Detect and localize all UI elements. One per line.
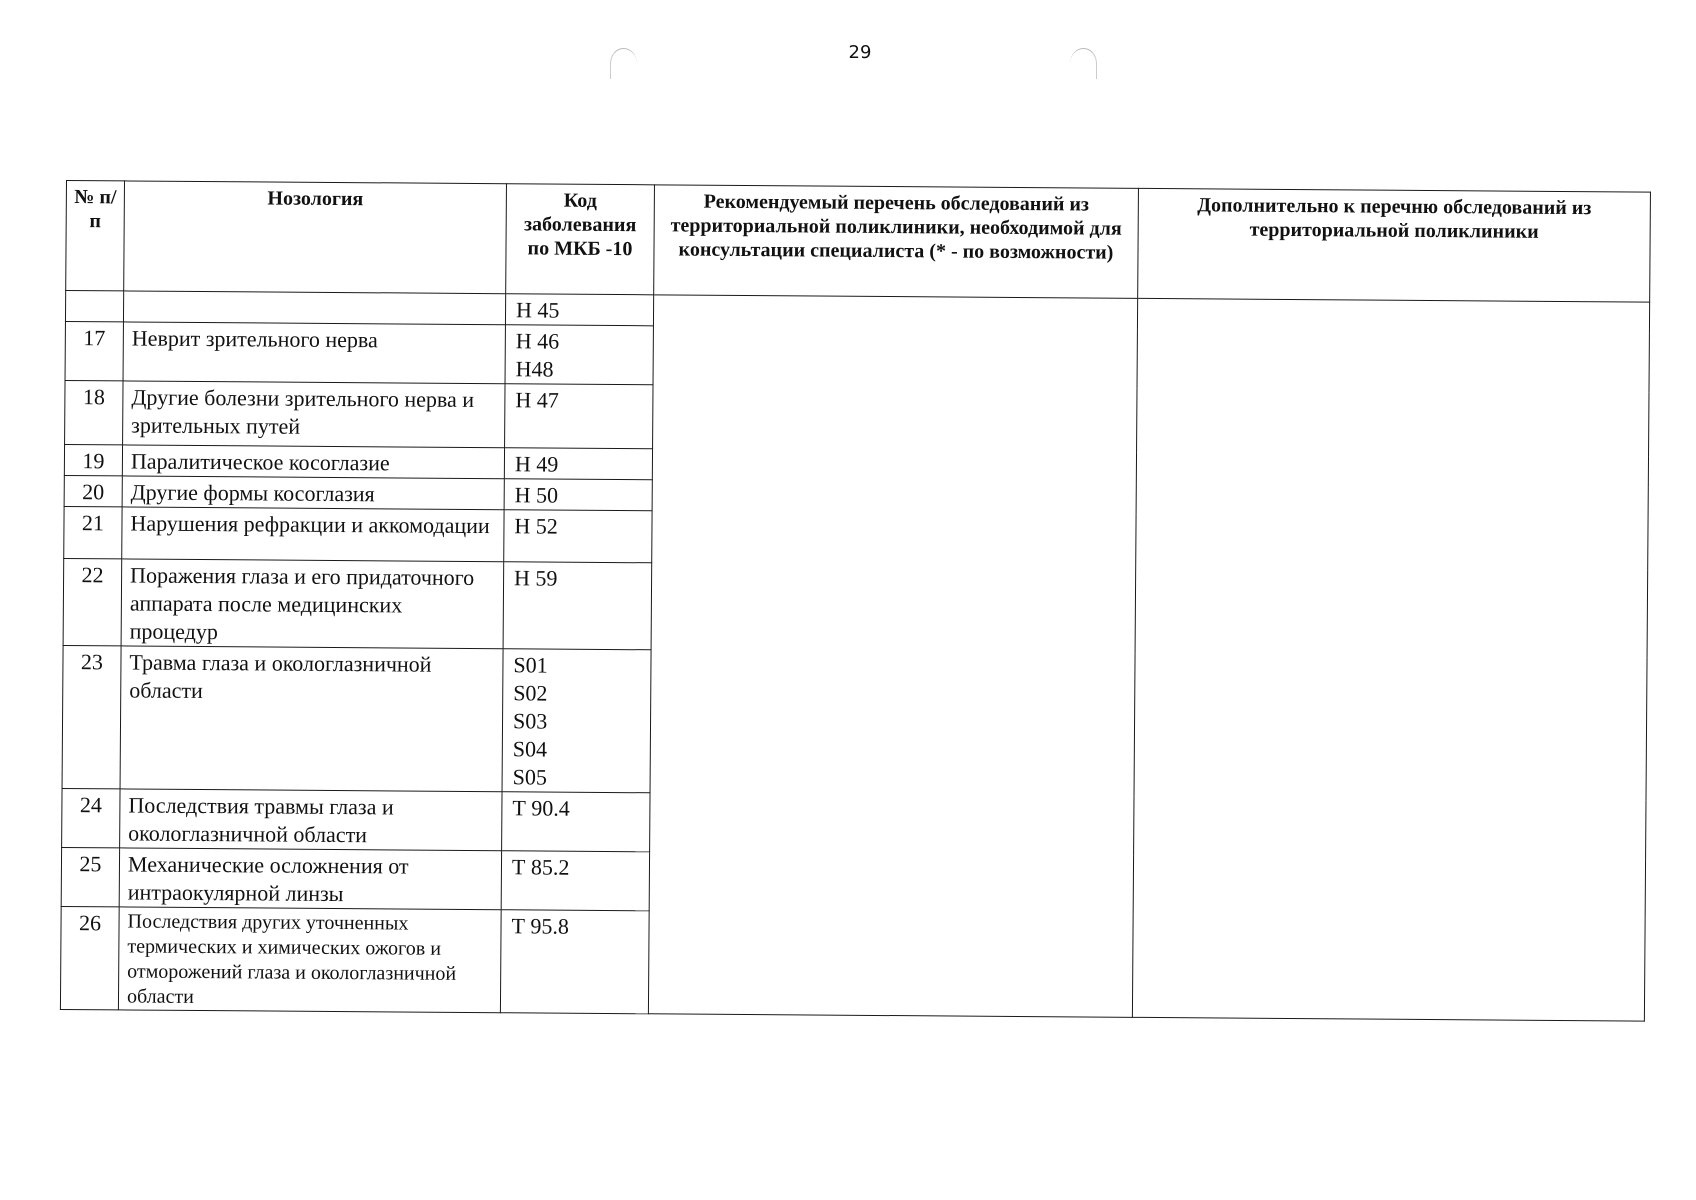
row-nosology: Другие болезни зрительного нерва и зрительных путей	[123, 381, 505, 448]
code-line: Н 50	[514, 482, 559, 508]
row-code	[504, 448, 652, 480]
row-nosology: Паралитическое косоглазие	[122, 445, 504, 479]
row-code	[505, 294, 653, 326]
recommended-exams-cell	[648, 295, 1137, 1018]
row-nosology: Нарушения рефракции и аккомодации	[122, 507, 504, 562]
code-line: Н 47	[515, 387, 559, 413]
row-num: 26	[60, 906, 119, 1009]
code-line: S01	[513, 652, 548, 678]
code-line: Н 49	[514, 451, 559, 477]
row-num: 19	[64, 444, 122, 475]
row-num	[65, 291, 123, 322]
punch-mark	[610, 48, 637, 79]
code-line: Т 95.8	[511, 913, 570, 939]
row-code	[505, 325, 653, 385]
row-num: 20	[64, 475, 122, 506]
header-num: № п/п	[66, 181, 125, 291]
code-line: Н48	[515, 356, 554, 382]
code-line: Н 45	[515, 297, 560, 323]
row-code	[502, 649, 651, 793]
code-line: Т 90.4	[512, 795, 570, 821]
header-recommended: Рекомендуемый перечень обследований из территориальной поликлиники, необходимой для консультации специалиста (* - по возможности)	[654, 185, 1139, 299]
row-num: 22	[63, 558, 122, 645]
row-num: 24	[62, 788, 120, 847]
row-nosology: Механические осложнения от интраокулярной линзы	[119, 848, 501, 910]
row-code	[502, 792, 650, 852]
table-header-row	[66, 181, 1651, 303]
code-line: S02	[513, 680, 548, 706]
row-code	[500, 910, 649, 1014]
additional-exams-cell	[1132, 298, 1649, 1021]
code-line: S03	[512, 708, 548, 734]
row-nosology: Другие формы косоглазия	[122, 476, 504, 510]
page-number: 29	[848, 42, 872, 63]
table-body	[60, 291, 1649, 1022]
row-nosology: Поражения глаза и его придаточного аппарата после медицинских процедур	[121, 559, 504, 649]
row-num: 21	[64, 506, 122, 558]
row-num: 23	[62, 645, 121, 788]
row-num: 25	[61, 847, 119, 906]
header-code: Код заболевания по МКБ -10	[506, 184, 655, 295]
nosology-table	[60, 180, 1651, 1022]
row-code	[503, 562, 652, 650]
header-additional: Дополнительно к перечню обследований из территориальной поликлиники	[1138, 188, 1651, 302]
row-num: 18	[65, 380, 123, 444]
row-nosology	[123, 291, 505, 325]
code-line: Н 46	[515, 328, 560, 354]
row-num: 17	[65, 321, 123, 380]
code-line: Н 59	[514, 565, 558, 591]
code-line: S04	[512, 736, 548, 762]
code-line: S05	[512, 764, 547, 790]
row-code	[504, 479, 652, 511]
row-nosology: Травма глаза и окологлазничной области	[120, 646, 503, 792]
header-nosology: Нозология	[124, 181, 507, 294]
row-code	[501, 851, 649, 911]
code-line: Т 85.2	[511, 854, 570, 880]
row-code	[504, 510, 652, 563]
row-nosology: Последствия других уточненных термических и химических ожогов и отморожений глаза и окологлазничной области	[118, 907, 501, 1013]
row-nosology: Неврит зрительного нерва	[123, 322, 505, 384]
row-nosology: Последствия травмы глаза и окологлазничной области	[120, 789, 502, 851]
code-line: Н 52	[514, 513, 558, 539]
punch-mark	[1070, 48, 1097, 79]
row-code	[505, 384, 653, 449]
